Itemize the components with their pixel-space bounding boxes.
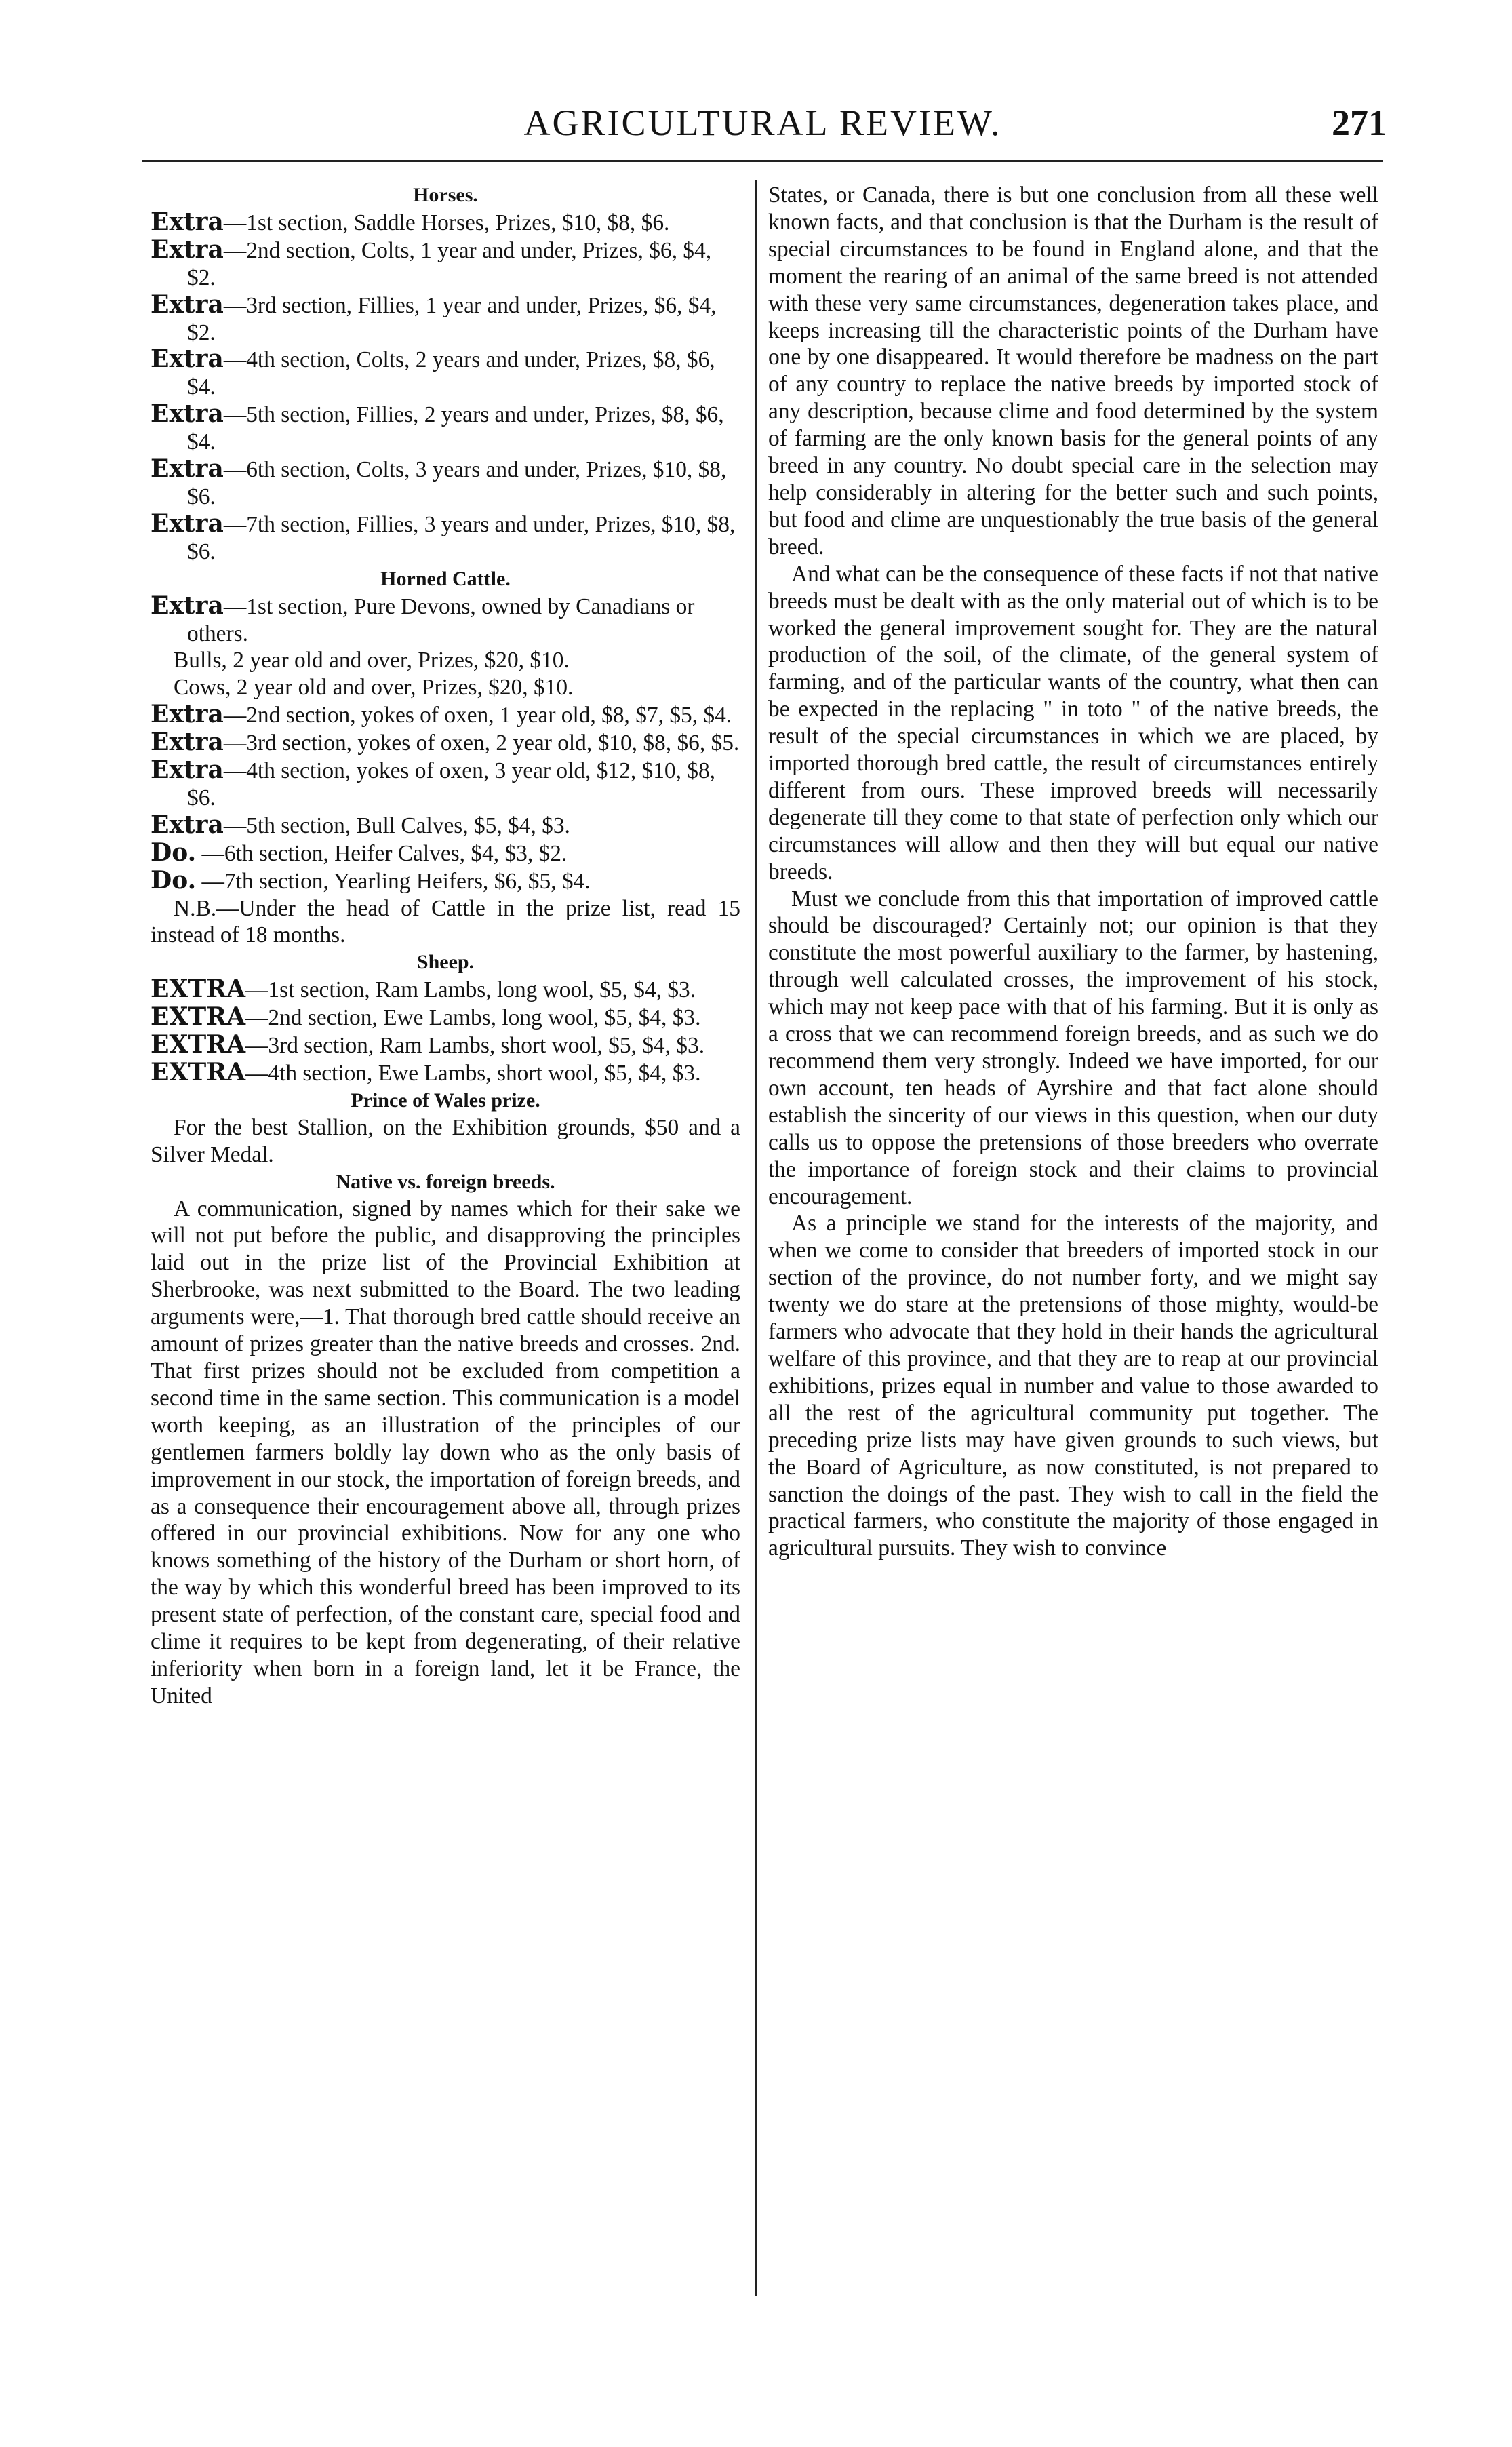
native-breeds-paragraph: A communication, signed by names which for their sake we will not put before the public, and disapproving the principles laid out in the prize list of the Provincial Exhibition at Sherbrooke, was next submitted to the Board. The two leading arguments were,—1. That thorough bred cattle should receive an amount of prizes greater than the native breeds and crosses. 2nd. That first prizes should not be excluded from competition a second time in the same section. This communication is a model worth keeping, as an illustration of the principles of our gentlemen farmers boldly lay down who as the only basis of improvement in our stock, the importation of foreign breeds, and as a consequence their encouragement above all, through prizes offered in our provincial exhibitions. Now for any one who knows something of the history of the Durham or short horn, of the way by which this wonderful breed has been improved to its present state of perfection, of the constant care, special food and clime it requires to be kept from degenerating, of their relative inferiority when born in a foreign land, let it be France, the United [151, 1196, 740, 1708]
entry-text: —5th section, Bull Calves, $5, $4, $3. [223, 813, 570, 838]
entry-lead: EXTRA [151, 1030, 246, 1059]
prize-entry [151, 701, 740, 729]
paragraph: As a principle we stand for the interests of the majority, and when we come to consider that breeders of imported stock in our section of the province, do not number forty, and we might say twenty we do stare at the pretensions of those mighty, would-be farmers who advocate that they hold in their hands the agricultural welfare of this province, and that they are to reap at our provincial exhibitions, prizes equal in number and value to those awarded to all the rest of the agricultural community put together. The preceding prize lists may have given grounds to such views, but the Board of Agriculture, as now constituted, is not prepared to sanction the doings of the past. They wish to call in the field the practical farmers, who constitute the majority of those engaged in agricultural pursuits. They wish to convince [768, 1211, 1378, 1561]
entry-lead: Extra [151, 454, 224, 484]
entry-lead: Extra [151, 700, 224, 729]
prize-entry [151, 812, 740, 840]
prince-of-wales-paragraph: For the best Stallion, on the Exhibition grounds, $50 and a Silver Medal. [151, 1114, 740, 1167]
prize-entry [151, 840, 740, 867]
entry-text: —4th section, Colts, 2 years and under, Prizes, $8, $6, $4. [187, 347, 715, 400]
prize-entry [151, 757, 740, 812]
entry-text: —4th section, yokes of oxen, 3 year old, $12, $10, $8, $6. [187, 758, 716, 810]
prize-entry [151, 346, 740, 401]
prize-entry [151, 593, 740, 648]
prize-entry [151, 976, 740, 1004]
entry-lead: Extra [151, 591, 224, 620]
prize-entry [151, 1032, 740, 1059]
entry-text: —6th section, Colts, 3 years and under, Prizes, $10, $8, $6. [187, 457, 727, 509]
entry-lead: Do. [151, 838, 197, 867]
prize-entry [151, 456, 740, 511]
prize-entry [151, 401, 740, 456]
page-header [139, 102, 1387, 149]
entry-lead: Extra [151, 399, 224, 429]
entry-text: —2nd section, Colts, 1 year and under, Prizes, $6, $4, $2. [187, 237, 712, 290]
section-heading-horned-cattle: Horned Cattle. [380, 567, 511, 590]
section-heading-sheep: Sheep. [416, 951, 475, 974]
entry-text: —3rd section, yokes of oxen, 2 year old, $10, $8, $6, $5. [223, 730, 740, 756]
nota-bene: N.B.—Under the head of Cattle in the prize list, read 15 instead of 18 months. [151, 895, 740, 948]
running-title: AGRICULTURAL REVIEW. [523, 102, 1002, 143]
entry-lead: Extra [151, 728, 224, 757]
entry-lead: Extra [151, 810, 224, 839]
entry-lead: Extra [151, 235, 224, 264]
prize-entry [151, 1004, 740, 1032]
entry-lead: Extra [151, 207, 224, 236]
paragraph: Must we conclude from this that importation of improved cattle should be discouraged? Certainly not; our opinion is that they constitute the most powerful auxiliary to the farmer, by hastening, through well calculated crosses, the improvement of his stock, which may not keep pace with that of his farming. But it is only as a cross that we can recommend foreign breeds, and as such we do recommend them very strongly. Indeed we have imported, for our own account, ten heads of Ayrshire and that fact alone should establish the sincerity of our views in this question, when our duty calls us to oppose the pretensions of those breeders who overrate the importance of foreign stock and their claims to provincial encouragement. [768, 886, 1378, 1209]
entry-lead: EXTRA [151, 1002, 246, 1032]
prize-entry [151, 1059, 740, 1087]
entry-text: —6th section, Heifer Calves, $4, $3, $2. [196, 840, 568, 866]
right-column [768, 182, 1378, 1562]
prize-line-bulls: Bulls, 2 year old and over, Prizes, $20, $10. [174, 648, 570, 673]
paragraph: States, or Canada, there is but one conclusion from all these well known facts, and that conclusion is that the Durham is the result of special circumstances to be found in England alone, and that the moment the rearing of an animal of the same breed is not attended with these very same circumstances, degeneration takes place, and keeps increasing till the characteristic points of the Durham have one by one disappeared. It would therefore be madness on the part of any country to replace the native breeds by imported stock of any description, because clime and food determined by the system of farming are the only known basis for the general points of any breed in any country. No doubt special care in the selection may help considerably in altering for the better such and such points, but food and clime are unquestionably the true basis of the general breed. [768, 182, 1378, 560]
section-heading-horses: Horses. [413, 184, 478, 206]
entry-lead: EXTRA [151, 975, 246, 1004]
entry-lead: Extra [151, 290, 224, 319]
entry-text: —1st section, Pure Devons, owned by Canadians or others. [187, 593, 695, 646]
left-column [151, 182, 740, 1710]
entry-text: —7th section, Fillies, 3 years and under, Prizes, $10, $8, $6. [187, 511, 736, 564]
header-rule [142, 160, 1383, 162]
column-divider [755, 180, 757, 2296]
entry-text: —5th section, Fillies, 2 years and under, Prizes, $8, $6, $4. [187, 402, 724, 455]
page-number: 271 [1332, 102, 1387, 143]
entry-lead: Do. [151, 865, 197, 895]
entry-text: —3rd section, Ram Lambs, short wool, $5, $4, $3. [245, 1033, 705, 1059]
section-heading-native-vs-foreign: Native vs. foreign breeds. [336, 1170, 555, 1193]
prize-entry [151, 237, 740, 292]
prize-entry [151, 729, 740, 757]
entry-text: —1st section, Saddle Horses, Prizes, $10, $8, $6. [223, 210, 670, 235]
entry-text: —3rd section, Fillies, 1 year and under, Prizes, $6, $4, $2. [187, 292, 717, 345]
prize-line-cows: Cows, 2 year old and over, Prizes, $20, $10. [174, 675, 574, 701]
entry-text: —1st section, Ram Lambs, long wool, $5, $4, $3. [245, 977, 696, 1003]
entry-lead: Extra [151, 756, 224, 785]
entry-text: —7th section, Yearling Heifers, $6, $5, $4. [196, 868, 591, 894]
entry-lead: EXTRA [151, 1058, 246, 1087]
entry-text: —4th section, Ewe Lambs, short wool, $5, $4, $3. [245, 1061, 701, 1086]
entry-text: —2nd section, yokes of oxen, 1 year old, $8, $7, $5, $4. [223, 703, 732, 728]
prize-entry [151, 867, 740, 895]
prize-entry [151, 292, 740, 347]
prize-entry [151, 511, 740, 566]
paragraph: And what can be the consequence of these facts if not that native breeds must be dealt with as the only material out of which is to be worked the general improvement sought for. They are the natural production of the soil, of the climate, of the general system of farming, and of the particular wants of the country, what then can be expected in the replacing " in toto " of the native breeds, the result of the special circumstances in which we are placed, by imported thorough bred cattle, the result of circumstances entirely different from ours. These improved breeds will necessarily degenerate till they come to that state of perfection only which our circumstances will allow and then they will but equal our native breeds. [768, 561, 1378, 884]
entry-lead: Extra [151, 509, 224, 538]
entry-lead: Extra [151, 345, 224, 374]
entry-text: —2nd section, Ewe Lambs, long wool, $5, $4, $3. [245, 1005, 701, 1031]
section-heading-prince-of-wales: Prince of Wales prize. [351, 1089, 540, 1112]
prize-entry [151, 209, 740, 237]
